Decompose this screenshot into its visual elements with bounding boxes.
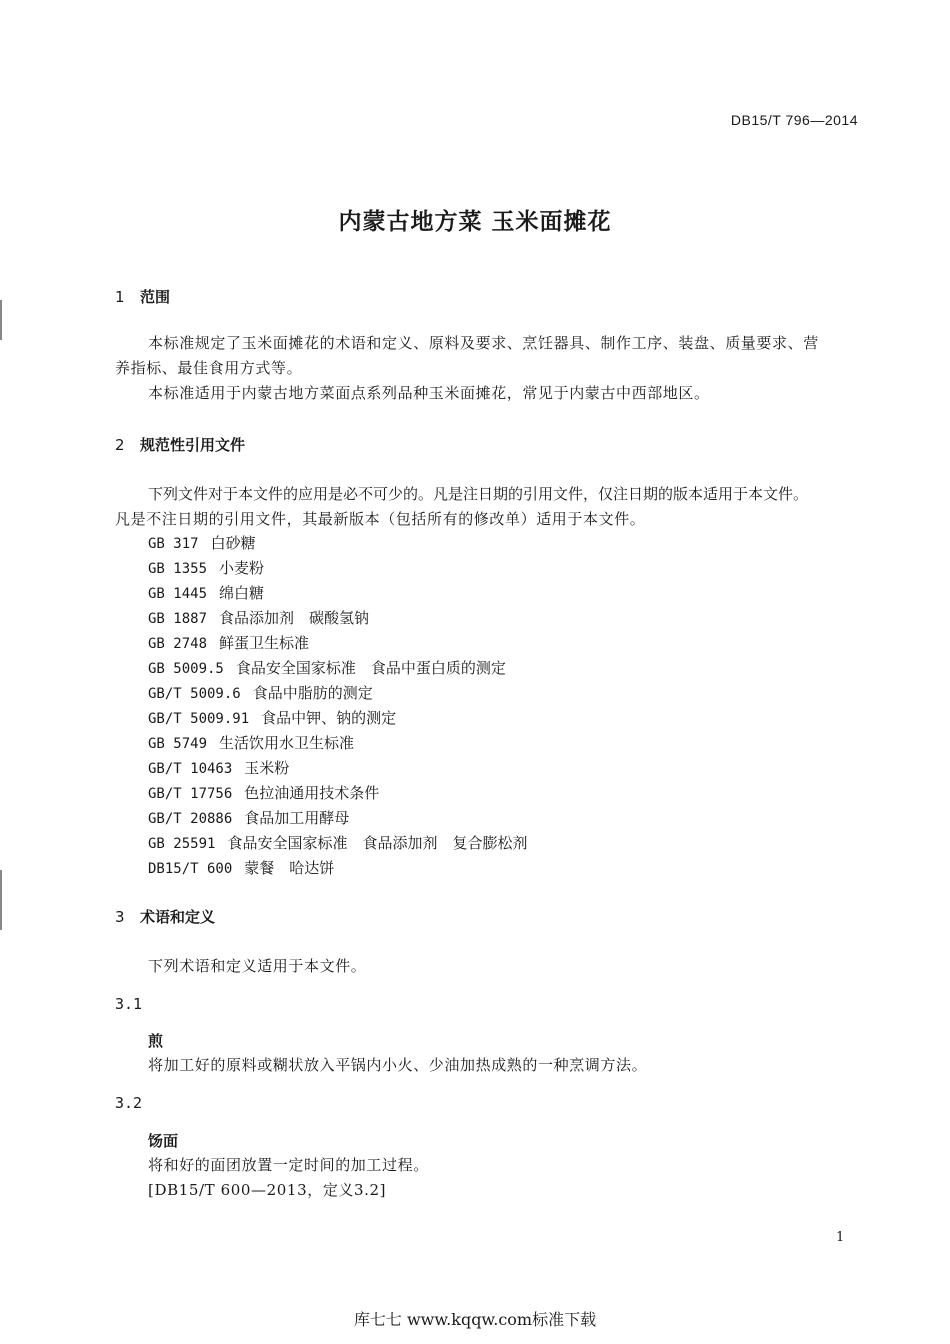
page-number: 1 bbox=[836, 1230, 845, 1245]
reference-name: 色拉油通用技术条件 bbox=[244, 784, 380, 802]
reference-code: GB 1445 bbox=[148, 586, 208, 602]
reference-name: 白砂糖 bbox=[210, 534, 256, 552]
reference-code: GB 2748 bbox=[148, 636, 208, 652]
reference-item bbox=[148, 807, 349, 828]
term-source: [DB15/T 600—2013，定义3.2] bbox=[148, 1181, 387, 1199]
reference-name: 蒙餐 哈达饼 bbox=[244, 859, 335, 877]
section-number: 3 bbox=[115, 908, 125, 926]
reference-name: 鲜蛋卫生标准 bbox=[219, 634, 310, 652]
reference-name: 食品中钾、钠的测定 bbox=[261, 709, 397, 727]
reference-name: 食品添加剂 碳酸氢钠 bbox=[219, 609, 370, 627]
scan-mark bbox=[0, 870, 2, 930]
reference-item bbox=[148, 832, 527, 853]
reference-name: 食品安全国家标准 食品中蛋白质的测定 bbox=[235, 659, 506, 677]
section-number: 2 bbox=[115, 436, 125, 454]
normative-paragraph-line: 下列文件对于本文件的应用是必不可少的。凡是注日期的引用文件，仅注日期的版本适用于本文件。 bbox=[148, 485, 809, 503]
section-heading-terms bbox=[115, 906, 215, 927]
reference-name: 食品安全国家标准 食品添加剂 复合膨松剂 bbox=[227, 834, 528, 852]
scope-paragraph-line: 本标准适用于内蒙古地方菜面点系列品种玉米面摊花，常见于内蒙古中西部地区。 bbox=[148, 384, 710, 402]
term-definition: 将和好的面团放置一定时间的加工过程。 bbox=[148, 1156, 429, 1174]
footer-watermark: 库七七 www.kqqw.com标准下载 bbox=[353, 1310, 597, 1329]
term-definition: 将加工好的原料或糊状放入平锅内小火、少油加热成熟的一种烹调方法。 bbox=[148, 1056, 648, 1074]
reference-code: GB 317 bbox=[148, 536, 199, 552]
reference-name: 小麦粉 bbox=[219, 559, 265, 577]
reference-code: GB 1887 bbox=[148, 611, 208, 627]
reference-item bbox=[148, 532, 256, 553]
reference-item bbox=[148, 582, 264, 603]
page-title: 内蒙古地方菜 玉米面摊花 bbox=[338, 209, 612, 235]
scan-mark bbox=[0, 300, 2, 340]
reference-code: GB 25591 bbox=[148, 836, 216, 852]
reference-name: 绵白糖 bbox=[219, 584, 265, 602]
scope-paragraph-line: 本标准规定了玉米面摊花的术语和定义、原料及要求、烹饪器具、制作工序、装盘、质量要求、营 bbox=[148, 334, 819, 352]
term-name: 煎 bbox=[148, 1032, 164, 1050]
reference-name: 食品加工用酵母 bbox=[244, 809, 350, 827]
reference-item bbox=[148, 632, 309, 653]
section-title: 规范性引用文件 bbox=[140, 436, 246, 454]
term-number: 3.1 bbox=[115, 995, 143, 1013]
normative-paragraph-line: 凡是不注日期的引用文件，其最新版本（包括所有的修改单）适用于本文件。 bbox=[115, 510, 646, 528]
reference-item bbox=[148, 607, 369, 628]
reference-item bbox=[148, 857, 334, 878]
reference-code: GB/T 20886 bbox=[148, 811, 233, 827]
section-heading-scope bbox=[115, 286, 170, 307]
terms-intro: 下列术语和定义适用于本文件。 bbox=[148, 957, 367, 975]
section-heading-normative bbox=[115, 434, 245, 455]
reference-name: 生活饮用水卫生标准 bbox=[219, 734, 355, 752]
reference-item bbox=[148, 757, 289, 778]
section-number: 1 bbox=[115, 288, 125, 306]
reference-code: GB 5749 bbox=[148, 736, 208, 752]
section-title: 术语和定义 bbox=[140, 908, 216, 926]
reference-name: 食品中脂肪的测定 bbox=[252, 684, 373, 702]
reference-item bbox=[148, 732, 354, 753]
reference-code: GB 5009.5 bbox=[148, 661, 224, 677]
reference-item bbox=[148, 657, 506, 678]
reference-code: DB15/T 600 bbox=[148, 861, 233, 877]
reference-code: GB/T 17756 bbox=[148, 786, 233, 802]
reference-code: GB/T 10463 bbox=[148, 761, 233, 777]
reference-code: GB/T 5009.6 bbox=[148, 686, 241, 702]
term-name: 饧面 bbox=[148, 1132, 179, 1150]
reference-code: GB/T 5009.91 bbox=[148, 711, 250, 727]
reference-code: GB 1355 bbox=[148, 561, 208, 577]
reference-item bbox=[148, 557, 264, 578]
reference-item bbox=[148, 707, 396, 728]
section-title: 范围 bbox=[140, 288, 171, 306]
scope-paragraph-line: 养指标、最佳食用方式等。 bbox=[115, 359, 303, 377]
term-number: 3.2 bbox=[115, 1094, 143, 1112]
reference-name: 玉米粉 bbox=[244, 759, 290, 777]
reference-item bbox=[148, 782, 379, 803]
document-code: DB15/T 796—2014 bbox=[730, 112, 858, 128]
reference-item bbox=[148, 682, 373, 703]
